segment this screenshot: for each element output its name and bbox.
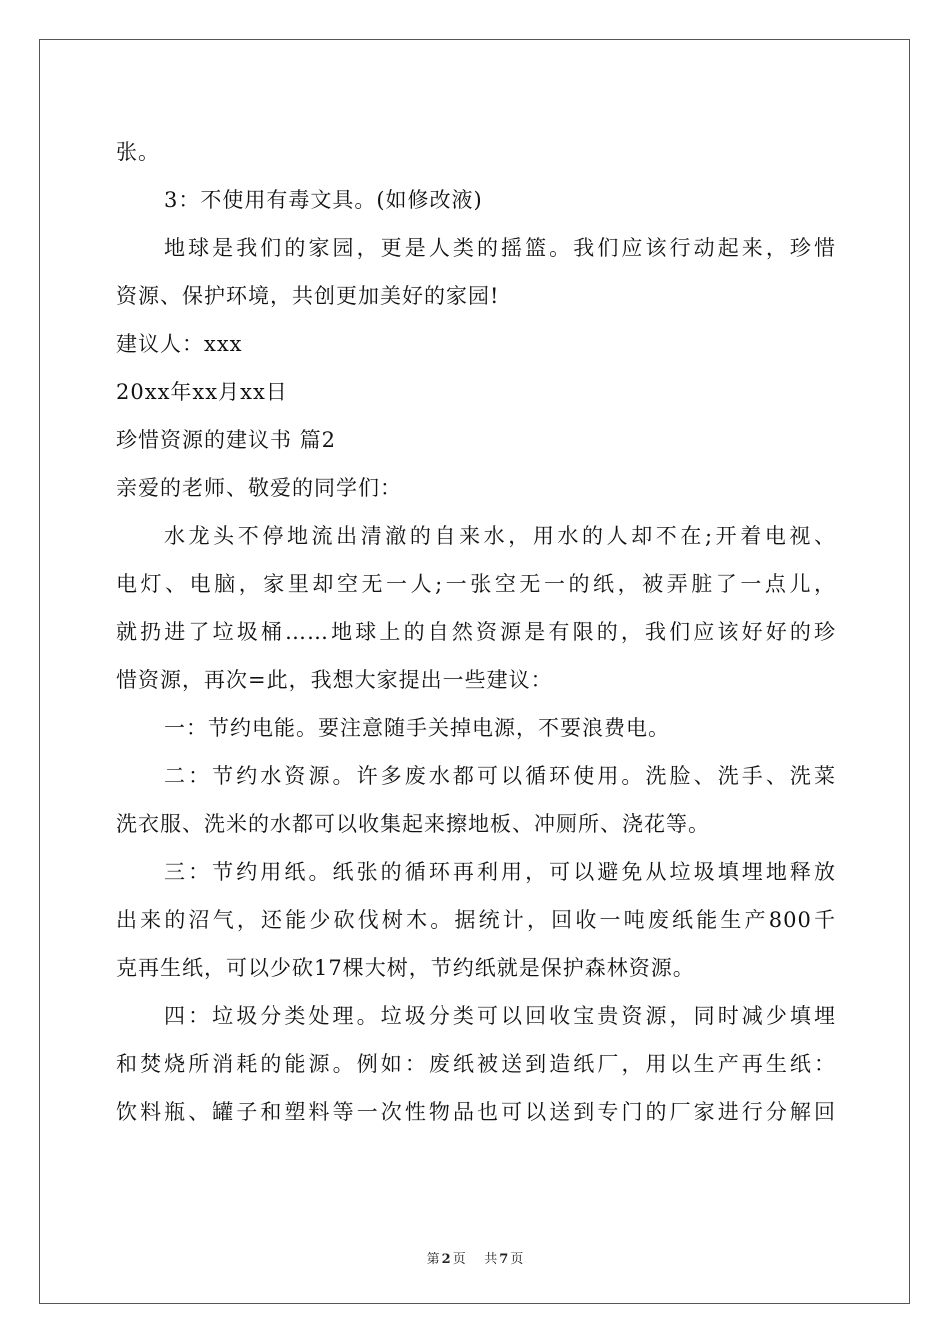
- date-line: 20xx年xx月xx日: [116, 380, 288, 404]
- page-suffix: 页: [452, 1252, 466, 1267]
- page-footer: [0, 1248, 950, 1267]
- text-line: 电灯、电脑，家里却空无一人;一张空无一的纸，被弄脏了一点儿，: [116, 572, 836, 596]
- text-line: 张。: [116, 140, 160, 164]
- text-line: 洗衣服、洗米的水都可以收集起来擦地板、冲厕所、浇花等。: [116, 812, 710, 836]
- text-line: 一：节约电能。要注意随手关掉电源，不要浪费电。: [164, 716, 670, 740]
- total-prefix: 共: [484, 1252, 498, 1267]
- current-page-number: 2: [441, 1252, 451, 1267]
- page-prefix: 第: [426, 1252, 440, 1267]
- text-line: 出来的沼气，还能少砍伐树木。据统计，回收一吨废纸能生产800千: [116, 908, 836, 932]
- section-heading: 珍惜资源的建议书 篇2: [116, 428, 337, 452]
- text-line: 和焚烧所消耗的能源。例如：废纸被送到造纸厂，用以生产再生纸：: [116, 1052, 836, 1076]
- text-line: 资源、保护环境，共创更加美好的家园!: [116, 284, 500, 308]
- text-line: 四：垃圾分类处理。垃圾分类可以回收宝贵资源，同时减少填埋: [164, 1004, 836, 1028]
- total-suffix: 页: [510, 1252, 524, 1267]
- signature-line: 建议人：xxx: [116, 332, 243, 356]
- text-line: 二：节约水资源。许多废水都可以循环使用。洗脸、洗手、洗菜: [164, 764, 836, 788]
- document-body: [116, 128, 836, 1136]
- text-line: 三：节约用纸。纸张的循环再利用，可以避免从垃圾填埋地释放: [164, 860, 836, 884]
- text-line: 就扔进了垃圾桶……地球上的自然资源是有限的，我们应该好好的珍: [116, 620, 836, 644]
- text-line: 地球是我们的家园，更是人类的摇篮。我们应该行动起来，珍惜: [164, 236, 836, 260]
- text-line: 惜资源，再次=此，我想大家提出一些建议：: [116, 668, 553, 692]
- text-line: 水龙头不停地流出清澈的自来水，用水的人却不在;开着电视、: [164, 524, 836, 548]
- salutation: 亲爱的老师、敬爱的同学们：: [116, 476, 402, 500]
- text-line: 3：不使用有毒文具。(如修改液): [164, 188, 483, 212]
- text-line: 克再生纸，可以少砍17棵大树，节约纸就是保护森林资源。: [116, 956, 695, 980]
- text-line: 饮料瓶、罐子和塑料等一次性物品也可以送到专门的厂家进行分解回: [116, 1100, 836, 1124]
- total-page-number: 7: [499, 1252, 509, 1267]
